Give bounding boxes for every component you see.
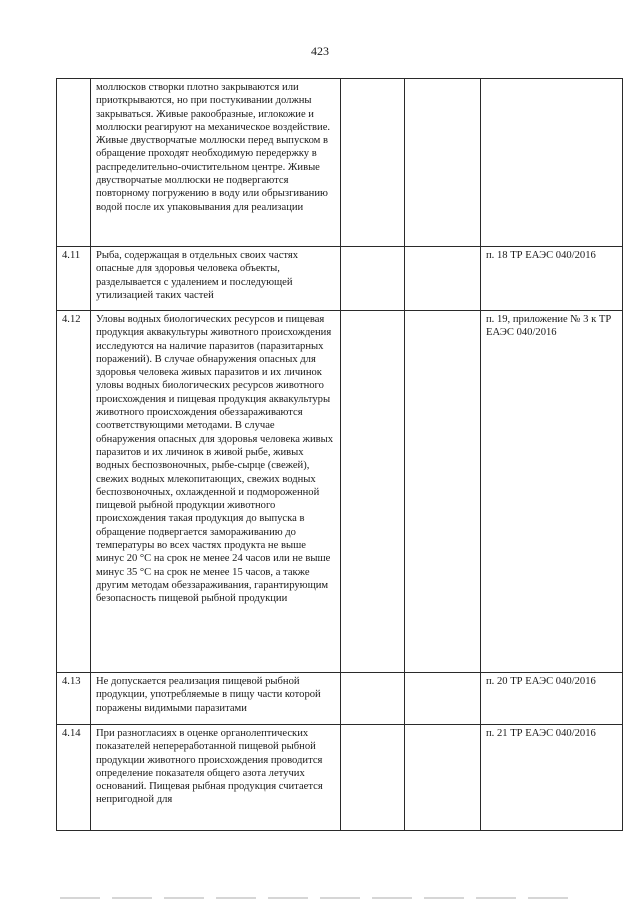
requirement-text: Рыба, содержащая в отдельных своих частях опасные для здоровья человека объекты, разделывается с удалением и последующей утилизацией таких частей — [91, 247, 341, 311]
blank-cell — [405, 725, 481, 831]
blank-cell — [341, 247, 405, 311]
legal-reference: п. 20 ТР ЕАЭС 040/2016 — [481, 673, 623, 725]
requirement-text: Уловы водных биологических ресурсов и пищевая продукция аквакультуры животного происхождения исследуются на наличие паразитов (паразитарных поражений). В случае обнаружения опасных для здоровья человека живых паразитов и их личинок уловы водных биологических ресурсов животного происхождения и пищевая продукция аквакультуры животного происхождения обеззараживаются соответствующими методами. В случае обнаружения опасных для здоровья человека живых паразитов и их личинок в живой рыбе, живых водных беспозвоночных, рыбе-сырце (свежей), свежих водных млекопитающих, свежих водных беспозвоночных, охлажденной и подмороженной пищевой рыбной продукции животного происхождения такая продукция до выпуска в обращение подвергается замораживанию до температуры во всех частях продукта не выше минус 20 °С на срок не менее 24 часов или не выше минус 35 °С на срок не менее 15 часов, а также другим методам обеззараживания, гарантирующим безопасность пищевой рыбной продукции — [91, 311, 341, 673]
table-row — [57, 725, 623, 831]
blank-cell — [405, 311, 481, 673]
legal-reference — [481, 79, 623, 247]
blank-cell — [405, 79, 481, 247]
requirement-text: моллюсков створки плотно закрываются или приоткрываются, но при постукивании должны закрываться. Живые ракообразные, иглокожие и моллюски реагируют на механическое воздействие. Живые двустворчатые моллюски перед выпуском в обращение проходят необходимую передержку в распределительно-очистительном центре. Живые двустворчатые моллюски не подвергаются повторному погружению в воду или обрызгиванию водой после их упаковывания для реализации — [91, 79, 341, 247]
blank-cell — [341, 673, 405, 725]
table-row — [57, 311, 623, 673]
table-row — [57, 79, 623, 247]
legal-reference: п. 21 ТР ЕАЭС 040/2016 — [481, 725, 623, 831]
row-number: 4.12 — [57, 311, 91, 673]
requirements-table — [56, 78, 623, 831]
row-number: 4.14 — [57, 725, 91, 831]
blank-cell — [405, 673, 481, 725]
table-row — [57, 673, 623, 725]
legal-reference: п. 18 ТР ЕАЭС 040/2016 — [481, 247, 623, 311]
table-row — [57, 247, 623, 311]
blank-cell — [405, 247, 481, 311]
blank-cell — [341, 79, 405, 247]
legal-reference: п. 19, приложение № 3 к ТР ЕАЭС 040/2016 — [481, 311, 623, 673]
requirement-text: При разногласиях в оценке органолептических показателей непереработанной пищевой рыбной продукции животного происхождения проводится определение показателя общего азота летучих оснований. Пищевая рыбная продукция считается непригодной для — [91, 725, 341, 831]
row-number: 4.11 — [57, 247, 91, 311]
blank-cell — [341, 311, 405, 673]
page-number: 423 — [311, 44, 329, 58]
scan-edge — [60, 897, 580, 899]
row-number — [57, 79, 91, 247]
blank-cell — [341, 725, 405, 831]
requirement-text: Не допускается реализация пищевой рыбной продукции, употребляемые в пищу части которой поражены видимыми паразитами — [91, 673, 341, 725]
row-number: 4.13 — [57, 673, 91, 725]
